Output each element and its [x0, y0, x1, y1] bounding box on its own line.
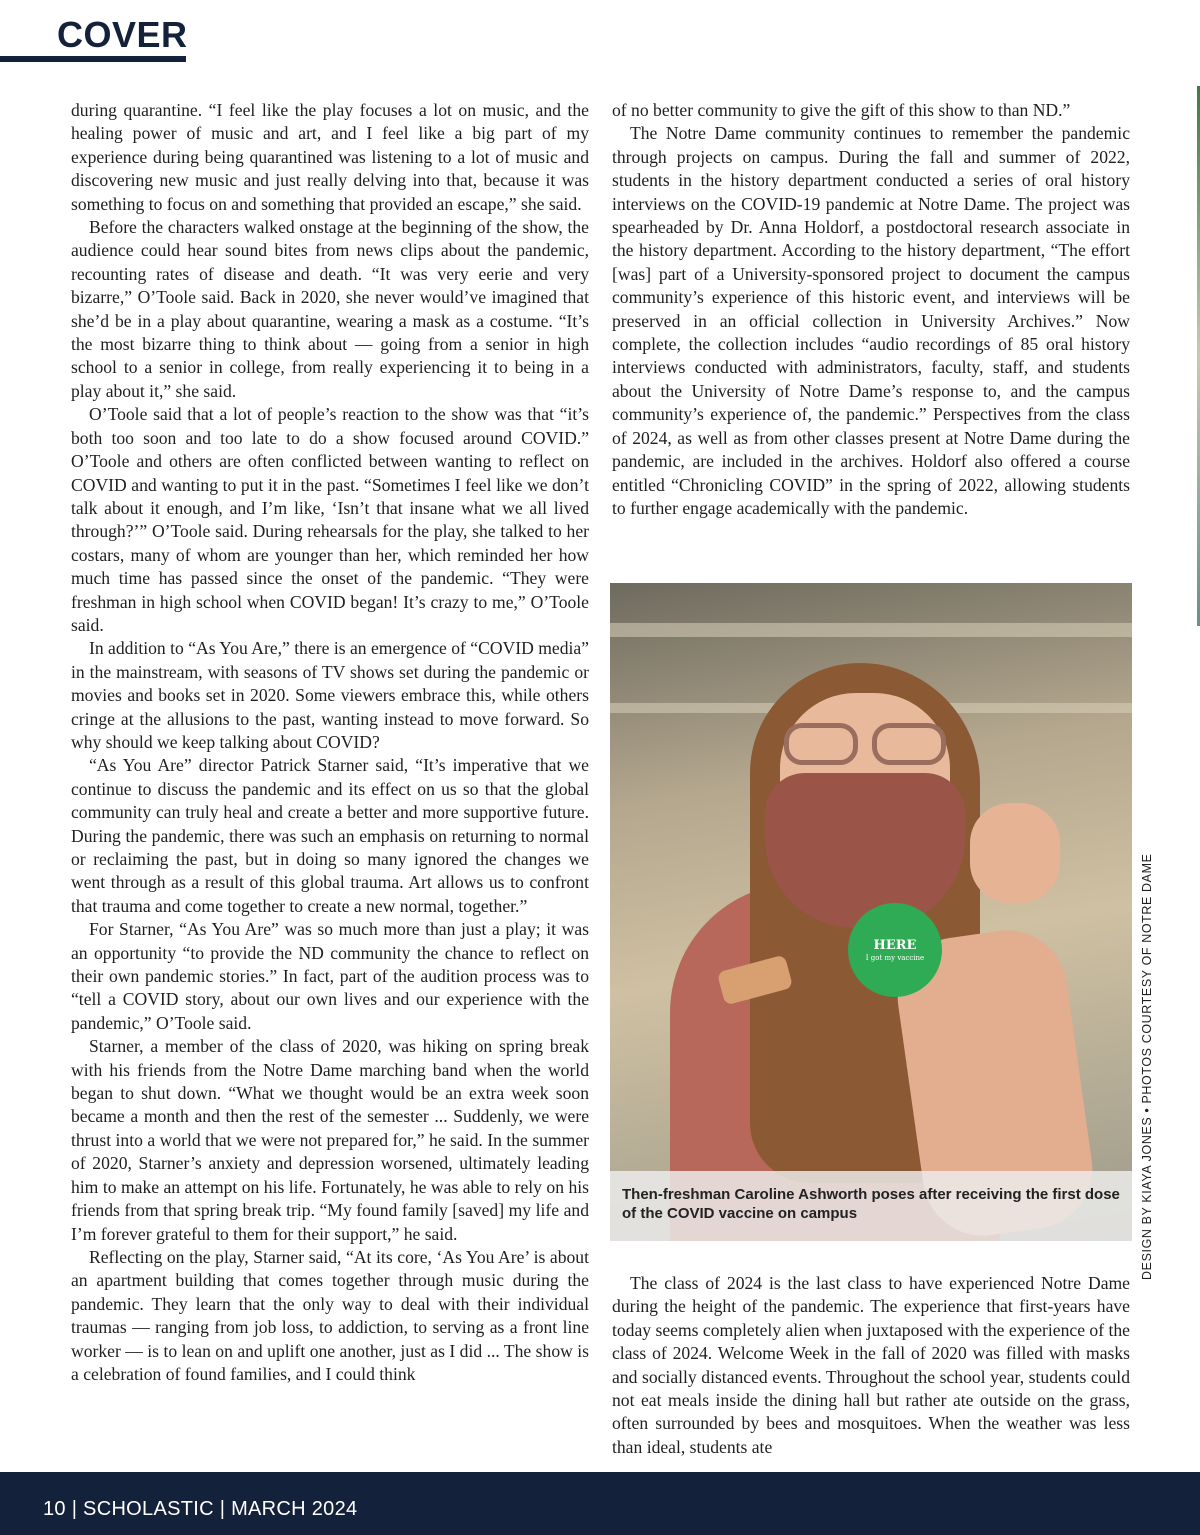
paragraph: The class of 2024 is the last class to have experienced Notre Dame during the height of the pandemic. The experience that first-years have today seems completely alien when juxtaposed with the experience of the class of 2024. Welcome Week in the fall of 2020 was filled with masks and socially distanced events. Throughout the school year, students could not eat meals inside the dining hall but rather ate outside on the grass, often surrounded by bees and mosquitoes. When the weather was less than ideal, students ate	[612, 1273, 1130, 1457]
paragraph: For Starner, “As You Are” was so much more than just a play; it was an opportunity “to provide the ND community the chance to reflect on their own pandemic stories.” In fact, part of the audition process was to “tell a COVID story, about our own lives and our experience with the pandemic,” O’Toole said.	[71, 919, 589, 1033]
paragraph: In addition to “As You Are,” there is an emergence of “COVID media” in the mainstream, with seasons of TV shows set during the pandemic or movies and books set in 2020. Some viewers embrace this, while others cringe at the allusions to the past, wanting instead to move forward. So why should we keep talking about COVID?	[71, 638, 589, 752]
paragraph: O’Toole said that a lot of people’s reaction to the show was that “it’s both too soon and too late to do a show focused around COVID.” O’Toole and others are often conflicted between wanting to reflect on COVID and wanting to put it in the past. “Sometimes I feel like we don’t talk about it enough, and I’m like, ‘Isn’t that insane what we all lived through?’” O’Toole said. During rehearsals for the play, she talked to her costars, many of whom are younger than her, which reminded her how much time has passed since the onset of the pandemic. “They were freshman in high school when COVID began! It’s crazy to me,” O’Toole said.	[71, 404, 589, 635]
section-label: COVER	[57, 14, 188, 55]
glasses-lens	[784, 723, 858, 765]
page-footer: 10 | SCHOLASTIC | MARCH 2024	[0, 1472, 1200, 1535]
ceiling-beam	[610, 623, 1132, 637]
vaccine-photo	[610, 583, 1132, 1241]
paragraph: of no better community to give the gift of this show to than ND.”	[612, 100, 1071, 120]
left-column	[71, 99, 589, 1459]
paragraph: The Notre Dame community continues to remember the pandemic through projects on campus. During the fall and summer of 2022, students in the history department conducted a series of oral history interviews on the COVID-19 pandemic at Notre Dame. The project was spearheaded by Dr. Anna Holdorf, a postdoctoral research associate in the history department. According to the history department, “The effort [was] part of a University-sponsored project to document the campus community’s experience of this historic event, and interviews will be preserved in an official collection in University Archives.” Now complete, the collection includes “audio recordings of 85 oral history interviews conducted with administrators, faculty, staff, and students about the University of Notre Dame’s response to, and the campus community’s experience of, the pandemic.” Perspectives from the class of 2024, as well as from other classes present at Notre Dame during the pandemic, are included in the archives. Holdorf also offered a course entitled “Chronicling COVID” in the spring of 2022, allowing students to further engage academically with the pandemic.	[612, 123, 1130, 518]
paragraph: Starner, a member of the class of 2020, was hiking on spring break with his friends from the Notre Dame marching band when the world began to shut down. “What we thought would be an extra week soon became a month and then the rest of the semester ... Suddenly, we were thrust into a world that we were not prepared for,” he said. In the summer of 2020, Starner’s anxiety and depression worsened, ultimately leading him to make an attempt on his life. Fortunately, he was able to rely on his friends from that spring break trip. “My found family [saved] my life and I’m forever grateful to them for their support,” he said.	[71, 1036, 589, 1244]
sticker-text: HERE	[873, 937, 917, 953]
face-mask	[765, 773, 965, 928]
right-column-bottom	[612, 1272, 1130, 1462]
photo-caption: Then-freshman Caroline Ashworth poses after receiving the first dose of the COVID vaccine on campus	[610, 1171, 1132, 1241]
fist	[970, 803, 1060, 903]
vaccine-sticker	[848, 903, 942, 997]
paragraph: Before the characters walked onstage at the beginning of the show, the audience could hear sound bites from news clips about the pandemic, recounting rates of disease and death. “It was very eerie and very bizarre,” O’Toole said. Back in 2020, she never would’ve imagined that she’d be in a play about quarantine, wearing a mask as a costume. “It’s the most bizarre thing to think about — going from a senior in high school to a senior in college, from really experiencing it to being in a play about it,” she said.	[71, 217, 589, 401]
paragraph: during quarantine. “I feel like the play focuses a lot on music, and the healing power of music and art, and I feel like a big part of my experience during being quarantined was listening to a lot of music and discovering new music and just really delving into that, because it was something to focus on and something that provided an escape,” she said.	[71, 100, 589, 214]
right-column-top	[612, 99, 1130, 549]
glasses-lens	[872, 723, 946, 765]
paragraph: Reflecting on the play, Starner said, “At its core, ‘As You Are’ is about an apartment building that comes together through music during the pandemic. They learn that the only way to deal with their individual traumas — ranging from job loss, to addiction, to serving as a front line worker — is to lean on and uplift one another, just as I did ... The show is a celebration of found families, and I could think	[71, 1246, 589, 1384]
paragraph: “As You Are” director Patrick Starner said, “It’s imperative that we continue to discuss the pandemic and its effect on us so that the global community can truly heal and create a better and more supportive future. During the pandemic, there was such an emphasis on returning to normal or reclaiming the past, but in doing so many ignored the changes we went through as a result of this global trauma. Art allows us to confront that trauma and come together to create a new normal, together.”	[71, 755, 589, 916]
photo-credit: DESIGN BY KIAYA JONES • PHOTOS COURTESY OF NOTRE DAME	[1140, 853, 1154, 1280]
glasses	[770, 723, 960, 765]
section-rule	[0, 56, 186, 62]
sticker-subtext: I got my vaccine	[865, 953, 925, 962]
